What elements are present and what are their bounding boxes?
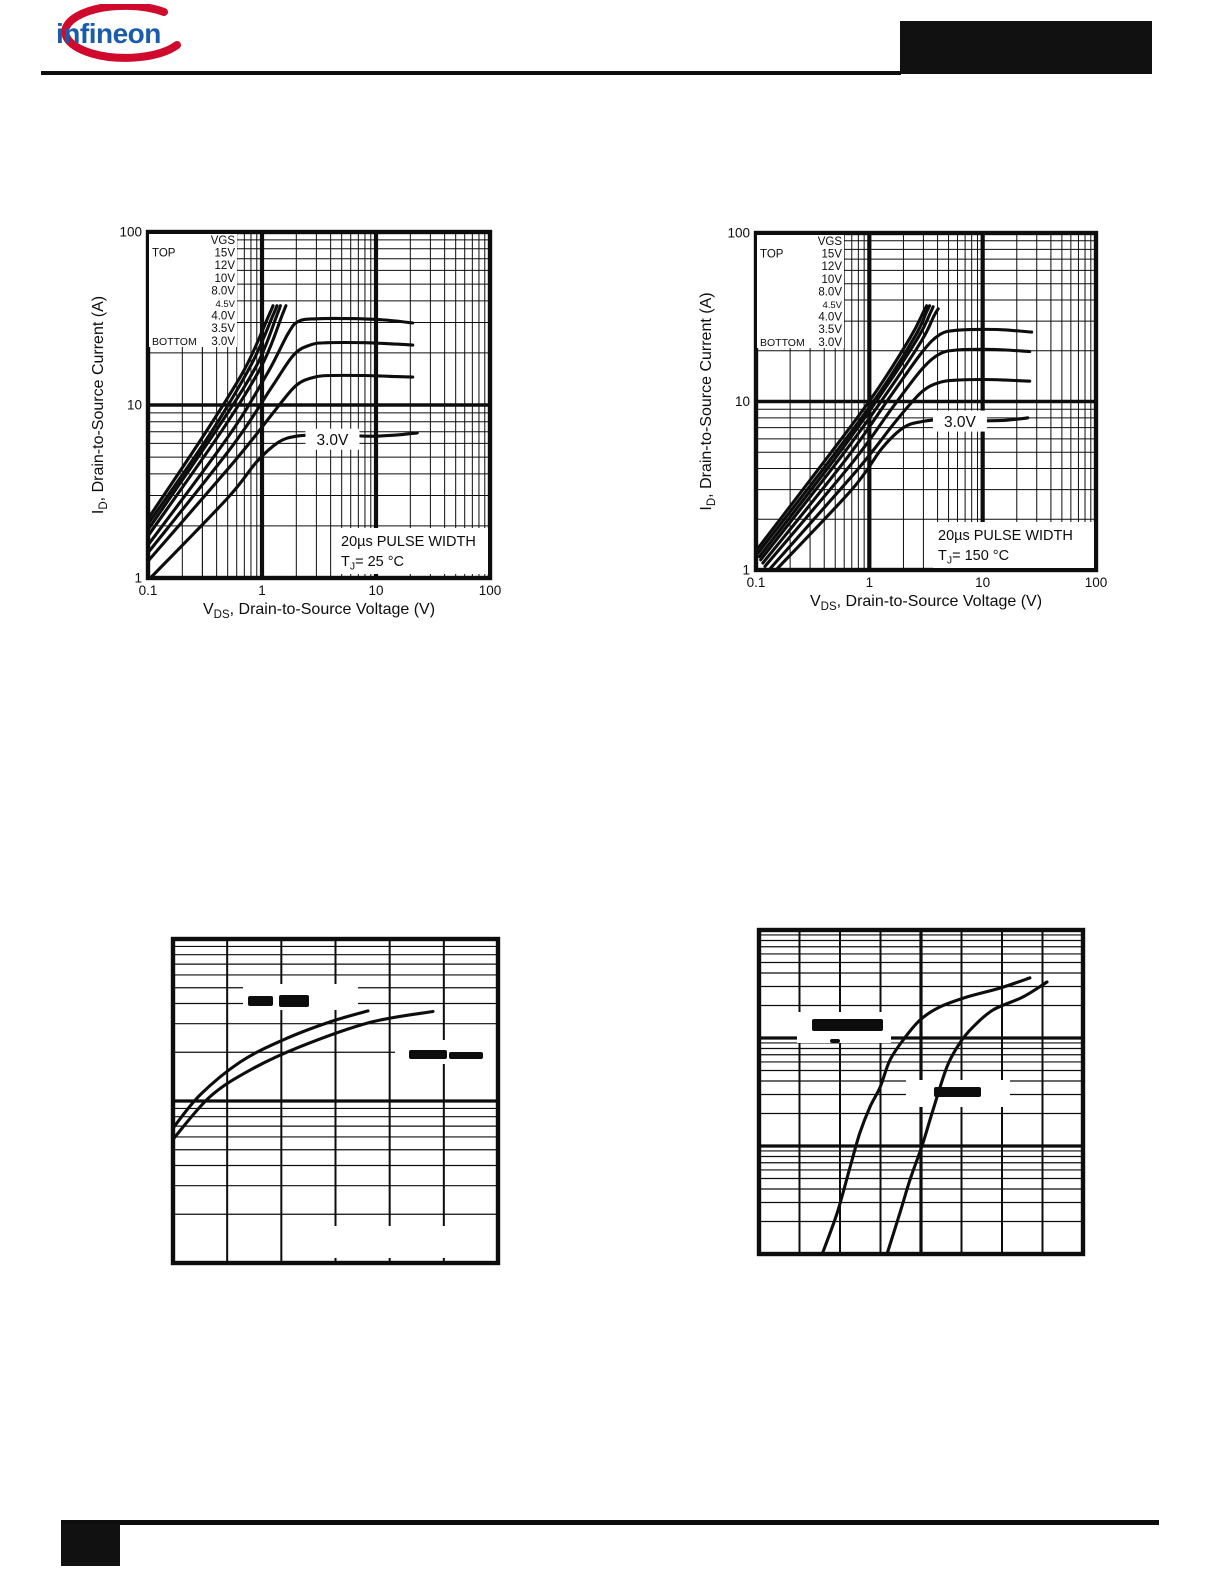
svg-text:VGS: VGS: [210, 235, 235, 247]
redacted-text-remnant: [409, 1050, 447, 1059]
svg-text:20µs PULSE WIDTH: 20µs PULSE WIDTH: [341, 534, 476, 550]
svg-text:TOP: TOP: [152, 247, 176, 260]
y-axis-title: $I_D$, Drain-to-Source Current (A): [698, 292, 718, 511]
svg-text:100: 100: [727, 225, 750, 241]
whiteout-redaction: [332, 1226, 500, 1258]
unlabeled-redacted-chart-bottom-left: [173, 939, 503, 1263]
output-characteristics-tj-150c: [698, 226, 1107, 613]
svg-text:10: 10: [734, 394, 750, 409]
svg-text:3.0V: 3.0V: [316, 432, 349, 450]
unlabeled-redacted-chart-bottom-right: [759, 930, 1083, 1254]
svg-text:10: 10: [126, 397, 142, 413]
redacted-text-remnant: [279, 995, 309, 1007]
svg-text:100: 100: [119, 224, 142, 240]
svg-text:15V: 15V: [214, 247, 235, 260]
svg-text:10: 10: [368, 583, 384, 598]
redacted-text-remnant: [449, 1052, 483, 1059]
conditions-annotation: [933, 522, 1094, 568]
curve-label: [933, 411, 987, 432]
svg-text:8.0V: 8.0V: [211, 285, 235, 298]
svg-text:4.5V: 4.5V: [215, 299, 235, 310]
curve-label: [305, 429, 359, 450]
svg-text:3.5V: 3.5V: [818, 324, 842, 337]
svg-text:3.0V: 3.0V: [211, 335, 235, 348]
svg-text:1: 1: [134, 570, 142, 586]
output-characteristics-tj-25c: [90, 225, 501, 621]
svg-text:1: 1: [742, 562, 750, 578]
redacted-text-remnant: [248, 996, 273, 1006]
svg-text:0.1: 0.1: [138, 583, 158, 598]
svg-text:10: 10: [975, 575, 991, 590]
svg-text:BOTTOM: BOTTOM: [152, 335, 197, 348]
x-axis-title: $V_{DS}$, Drain-to-Source Voltage (V): [202, 601, 436, 621]
svg-text:4.0V: 4.0V: [818, 311, 842, 324]
svg-text:15V: 15V: [821, 248, 842, 261]
svg-text:100: 100: [478, 583, 502, 598]
svg-text:VGS: VGS: [817, 236, 842, 248]
svg-text:10V: 10V: [821, 273, 842, 286]
svg-text:3.0V: 3.0V: [818, 336, 842, 349]
svg-text:8.0V: 8.0V: [818, 286, 842, 299]
svg-text:0.1: 0.1: [746, 575, 766, 590]
redacted-text-remnant: [830, 1039, 840, 1043]
logo-wordmark: infineon: [56, 18, 161, 49]
svg-text:4.5V: 4.5V: [822, 300, 842, 311]
svg-text:TJ= 25 °C: $T_J= 25$ °C: [341, 554, 405, 573]
y-axis-title: $I_D$, Drain-to-Source Current (A): [90, 295, 110, 515]
svg-text:100: 100: [1084, 575, 1108, 590]
footer-rule: [61, 1520, 1159, 1525]
svg-text:1: 1: [865, 575, 874, 590]
svg-text:4.0V: 4.0V: [211, 310, 235, 323]
redacted-text-remnant: [812, 1019, 883, 1031]
x-axis-title: $V_{DS}$, Drain-to-Source Voltage (V): [809, 593, 1043, 613]
redacted-page-number-block: [61, 1524, 120, 1566]
svg-text:20µs PULSE WIDTH: 20µs PULSE WIDTH: [938, 528, 1073, 544]
svg-text:1: 1: [258, 583, 266, 598]
legend: [149, 234, 237, 348]
svg-text:12V: 12V: [821, 261, 842, 274]
svg-text:BOTTOM: BOTTOM: [760, 336, 805, 349]
legend: [757, 235, 844, 349]
svg-text:10V: 10V: [214, 272, 235, 285]
svg-text:3.5V: 3.5V: [211, 323, 235, 336]
svg-text:TJ= 150 °C: $T_J= 150$ °C: [938, 548, 1010, 567]
conditions-annotation: [336, 528, 488, 574]
svg-text:TOP: TOP: [760, 248, 784, 261]
svg-text:3.0V: 3.0V: [943, 414, 976, 432]
svg-text:12V: 12V: [214, 260, 235, 273]
